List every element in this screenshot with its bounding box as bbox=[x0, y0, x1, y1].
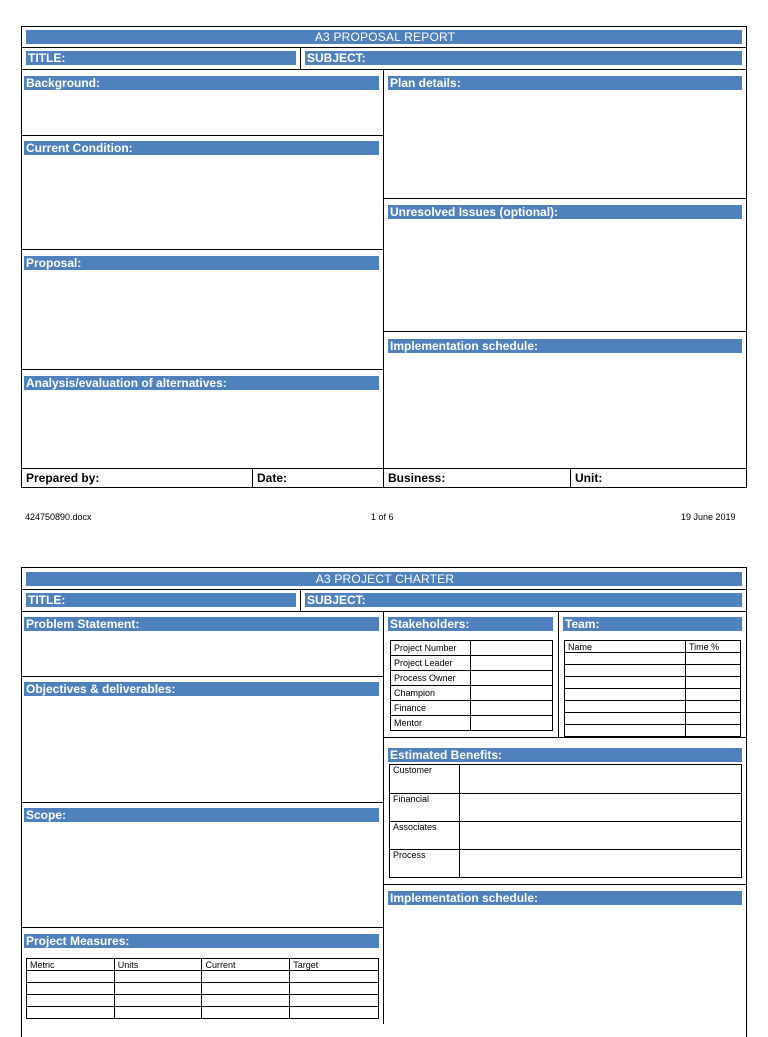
stakeholders-heading: Stakeholders: bbox=[388, 617, 553, 631]
date-label: Date: bbox=[257, 471, 288, 485]
prepared-by-label: Prepared by: bbox=[26, 471, 100, 485]
charter-header: A3 PROJECT CHARTER bbox=[26, 572, 742, 586]
footer-date: 19 June 2019 bbox=[681, 512, 736, 522]
stakeholder-row: Finance bbox=[391, 701, 553, 716]
stakeholder-row: Project Number bbox=[391, 641, 553, 656]
measures-table bbox=[26, 958, 379, 1019]
table-row bbox=[565, 653, 741, 665]
stakeholder-row: Project Leader bbox=[391, 656, 553, 671]
stakeholder-row: Process Owner bbox=[391, 671, 553, 686]
table-row bbox=[27, 995, 379, 1007]
project-measures-heading: Project Measures: bbox=[24, 934, 379, 948]
benefits-table bbox=[389, 764, 742, 878]
team-heading: Team: bbox=[563, 617, 742, 631]
measures-col-current: Current bbox=[202, 959, 290, 971]
benefit-row: Financial bbox=[390, 794, 742, 822]
implementation-schedule-heading: Implementation schedule: bbox=[388, 339, 742, 353]
scope-heading: Scope: bbox=[24, 808, 379, 822]
business-label: Business: bbox=[388, 471, 446, 485]
team-col-time: Time % bbox=[686, 641, 741, 653]
footer-filename: 424750890.docx bbox=[25, 512, 92, 522]
benefit-row: Process bbox=[390, 850, 742, 878]
team-table bbox=[564, 640, 741, 737]
table-row bbox=[565, 701, 741, 713]
current-condition-heading: Current Condition: bbox=[24, 141, 379, 155]
problem-statement-heading: Problem Statement: bbox=[24, 617, 379, 631]
table-row bbox=[565, 677, 741, 689]
proposal-heading: Proposal: bbox=[24, 256, 379, 270]
team-col-name: Name bbox=[565, 641, 686, 653]
plan-details-heading: Plan details: bbox=[388, 76, 742, 90]
stakeholder-row: Champion bbox=[391, 686, 553, 701]
proposal-header: A3 PROPOSAL REPORT bbox=[26, 30, 742, 44]
measures-col-metric: Metric bbox=[27, 959, 115, 971]
table-row bbox=[565, 713, 741, 725]
estimated-benefits-heading: Estimated Benefits: bbox=[388, 748, 742, 762]
analysis-heading: Analysis/evaluation of alternatives: bbox=[24, 376, 379, 390]
measures-col-target: Target bbox=[290, 959, 379, 971]
table-row bbox=[27, 983, 379, 995]
unresolved-issues-heading: Unresolved Issues (optional): bbox=[388, 205, 742, 219]
objectives-heading: Objectives & deliverables: bbox=[24, 682, 379, 696]
footer-page-number: 1 of 6 bbox=[371, 512, 394, 522]
benefit-row: Associates bbox=[390, 822, 742, 850]
table-row bbox=[27, 1007, 379, 1019]
measures-col-units: Units bbox=[114, 959, 202, 971]
table-row bbox=[27, 971, 379, 983]
proposal-title-label: TITLE: bbox=[26, 51, 296, 65]
table-row bbox=[565, 689, 741, 701]
table-row bbox=[565, 725, 741, 737]
table-row bbox=[565, 665, 741, 677]
stakeholders-table bbox=[390, 640, 553, 731]
charter-implementation-heading: Implementation schedule: bbox=[388, 891, 742, 905]
background-heading: Background: bbox=[24, 76, 379, 90]
unit-label: Unit: bbox=[575, 471, 603, 485]
stakeholder-row: Mentor bbox=[391, 716, 553, 731]
charter-title-label: TITLE: bbox=[26, 593, 296, 607]
charter-subject-label: SUBJECT: bbox=[305, 593, 742, 607]
proposal-subject-label: SUBJECT: bbox=[305, 51, 742, 65]
benefit-row: Customer bbox=[390, 765, 742, 794]
